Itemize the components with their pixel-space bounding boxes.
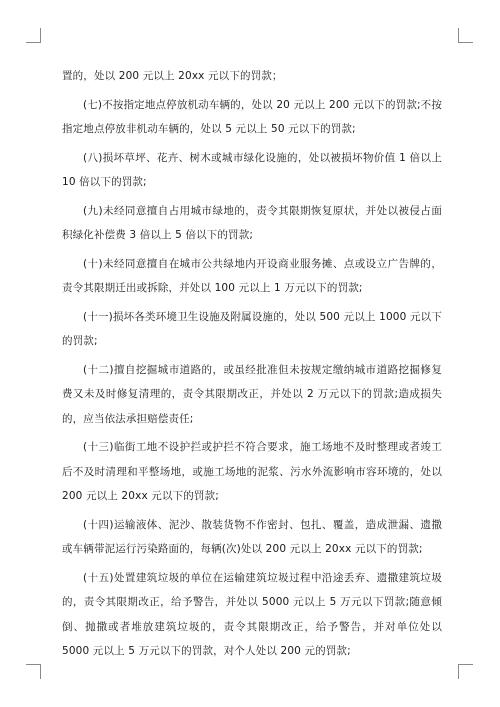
paragraph-item-10: (十)未经同意擅自在城市公共绿地内开设商业服务摊、点或设立广告牌的，责令其限期迁出或拆除，并处以 100 元以上 1 万元以下的罚款; — [62, 257, 442, 294]
paragraph-item-15: (十五)处置建筑垃圾的单位在运输建筑垃圾过程中沿途丢弃、遗撒建筑垃圾的，责令其限期改正，给予警告，并处以 5000 元以上 5 万元以下罚款;随意倾倒、抛撒或者堆放建筑垃圾的，责令其限期改正，给予警告，并对单位处以 5000 元以上 5 万元以下的罚款，对个人处以 200 元的罚款; — [62, 571, 442, 657]
paragraph-item-7: (七)不按指定地点停放机动车辆的，处以 20 元以上 200 元以下的罚款;不按指定地点停放非机动车辆的，处以 5 元以上 50 元以下的罚款; — [62, 98, 442, 135]
paragraph-item-9: (九)未经同意擅自占用城市绿地的，责令其限期恢复原状，并处以被侵占面积绿化补偿费 3 倍以上 5 倍以下的罚款; — [62, 204, 442, 241]
paragraph-item-11: (十一)损坏各类环境卫生设施及附属设施的，处以 500 元以上 1000 元以下的罚款; — [62, 310, 442, 347]
paragraph-item-13: (十三)临街工地不设护拦或护拦不符合要求，施工场地不及时整理或者竣工后不及时清理和平整场地，或施工场地的泥浆、污水外流影响市容环境的，处以 200 元以上 20xx 元以下的罚款; — [62, 441, 442, 502]
crop-mark-top-left — [26, 28, 41, 43]
paragraph: 置的，处以 200 元以上 20xx 元以下的罚款； — [62, 70, 283, 82]
paragraph-item-14: (十四)运输液体、泥沙、散装货物不作密封、包扎、覆盖，造成泄漏、遗撒或车辆带泥运行污染路面的，每辆(次)处以 200 元以上 20xx 元以下的罚款; — [62, 518, 442, 555]
crop-mark-bottom-right — [458, 664, 473, 679]
crop-mark-top-right — [458, 28, 473, 43]
paragraph-item-12: (十二)擅自挖掘城市道路的，或虽经批准但未按规定缴纳城市道路挖掘修复费又未及时修复清理的，责令其限期改正，并处以 2 万元以下的罚款;造成损失的，应当依法承担赔偿责任; — [62, 363, 442, 425]
document-body — [62, 64, 442, 668]
paragraph-item-8: (八)损坏草坪、花卉、树木或城市绿化设施的，处以被损坏物价值 1 倍以上 10 倍以下的罚款; — [62, 151, 442, 188]
crop-mark-bottom-left — [26, 664, 41, 679]
